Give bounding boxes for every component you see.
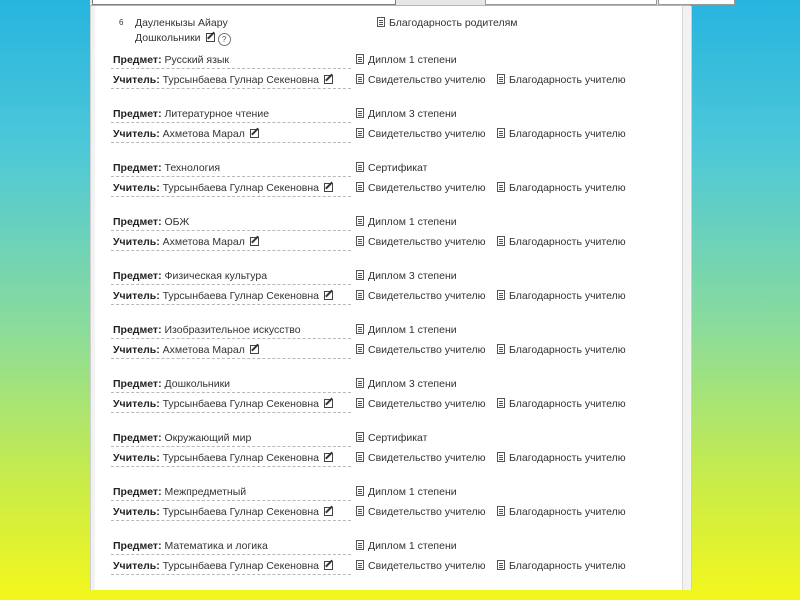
teacher-certificate-link[interactable] bbox=[356, 344, 485, 356]
teacher-name: Турсынбаева Гулнар Секеновна bbox=[162, 74, 320, 86]
teacher-thanks-label: Благодарность учителю bbox=[509, 344, 626, 356]
teacher-line bbox=[113, 344, 259, 356]
document-icon bbox=[356, 54, 364, 64]
document-icon bbox=[497, 182, 505, 192]
edit-icon[interactable] bbox=[324, 507, 333, 516]
edit-icon[interactable] bbox=[324, 561, 333, 570]
teacher-label: Учитель: bbox=[113, 290, 160, 302]
subject-name: Окружающий мир bbox=[164, 432, 252, 444]
row-divider bbox=[111, 392, 351, 393]
document-icon bbox=[356, 344, 364, 354]
document-icon bbox=[497, 506, 505, 516]
edit-icon[interactable] bbox=[324, 399, 333, 408]
teacher-name: Ахметова Марал bbox=[162, 344, 245, 356]
teacher-certificate-link[interactable] bbox=[356, 398, 485, 410]
subject-line bbox=[113, 54, 229, 66]
document-icon bbox=[356, 74, 364, 84]
toolbar-field-edge[interactable] bbox=[485, 0, 657, 5]
subject-award-link[interactable] bbox=[356, 324, 457, 336]
subject-label: Предмет: bbox=[113, 162, 162, 174]
teacher-thanks-link[interactable] bbox=[497, 506, 626, 518]
teacher-certificate-link[interactable] bbox=[356, 74, 485, 86]
document-icon bbox=[356, 236, 364, 246]
subject-label: Предмет: bbox=[113, 540, 162, 552]
row-divider bbox=[111, 176, 351, 177]
teacher-line bbox=[113, 182, 333, 194]
teacher-line bbox=[113, 452, 333, 464]
subject-label: Предмет: bbox=[113, 54, 162, 66]
document-icon bbox=[497, 290, 505, 300]
teacher-thanks-label: Благодарность учителю bbox=[509, 128, 626, 140]
subject-name: Изобразительное искусство bbox=[164, 324, 301, 336]
teacher-thanks-label: Благодарность учителю bbox=[509, 74, 626, 86]
teacher-thanks-label: Благодарность учителю bbox=[509, 290, 626, 302]
teacher-certificate-label: Свидетельство учителю bbox=[368, 290, 486, 302]
subject-award-link[interactable] bbox=[356, 378, 457, 390]
row-divider bbox=[111, 412, 351, 413]
teacher-thanks-link[interactable] bbox=[497, 560, 626, 572]
teacher-label: Учитель: bbox=[113, 344, 160, 356]
row-divider bbox=[111, 554, 351, 555]
subject-label: Предмет: bbox=[113, 378, 162, 390]
row-divider bbox=[111, 68, 351, 69]
subject-award: Сертификат bbox=[368, 162, 428, 174]
teacher-label: Учитель: bbox=[113, 128, 160, 140]
document-icon bbox=[356, 432, 364, 442]
document-icon bbox=[497, 398, 505, 408]
row-divider bbox=[111, 250, 351, 251]
teacher-certificate-link[interactable] bbox=[356, 506, 485, 518]
teacher-line bbox=[113, 236, 259, 248]
teacher-name: Турсынбаева Гулнар Секеновна bbox=[162, 506, 320, 518]
results-content bbox=[95, 6, 682, 590]
teacher-line bbox=[113, 506, 333, 518]
teacher-certificate-link[interactable] bbox=[356, 290, 485, 302]
document-icon bbox=[377, 17, 385, 27]
teacher-line bbox=[113, 560, 333, 572]
subject-award: Диплом 3 степени bbox=[368, 108, 457, 120]
teacher-name: Турсынбаева Гулнар Секеновна bbox=[162, 290, 320, 302]
toolbar-button-edge[interactable] bbox=[658, 0, 735, 5]
subject-name: Литературное чтение bbox=[164, 108, 270, 120]
document-icon bbox=[497, 74, 505, 84]
row-divider bbox=[111, 338, 351, 339]
document-icon bbox=[356, 324, 364, 334]
teacher-certificate-label: Свидетельство учителю bbox=[368, 398, 486, 410]
results-panel bbox=[90, 6, 692, 590]
subject-award-link[interactable] bbox=[356, 54, 457, 66]
document-icon bbox=[356, 290, 364, 300]
teacher-thanks-label: Благодарность учителю bbox=[509, 452, 626, 464]
subject-line bbox=[113, 540, 268, 552]
edit-icon[interactable] bbox=[250, 129, 259, 138]
subject-award: Диплом 1 степени bbox=[368, 486, 457, 498]
student-class-line bbox=[135, 32, 231, 46]
subject-award: Диплом 1 степени bbox=[368, 324, 457, 336]
teacher-certificate-label: Свидетельство учителю bbox=[368, 344, 486, 356]
subject-name: Дошкольники bbox=[164, 378, 231, 390]
teacher-certificate-link[interactable] bbox=[356, 452, 485, 464]
row-divider bbox=[111, 122, 351, 123]
subject-label: Предмет: bbox=[113, 432, 162, 444]
teacher-name: Ахметова Марал bbox=[162, 236, 245, 248]
document-icon bbox=[356, 452, 364, 462]
subject-award-link[interactable] bbox=[356, 540, 457, 552]
subject-line bbox=[113, 216, 189, 228]
teacher-certificate-label: Свидетельство учителю bbox=[368, 236, 486, 248]
subject-line bbox=[113, 108, 269, 120]
document-icon bbox=[356, 378, 364, 388]
student-name: Дауленкызы Айару bbox=[135, 17, 228, 29]
teacher-certificate-label: Свидетельство учителю bbox=[368, 506, 486, 518]
document-icon bbox=[356, 182, 364, 192]
teacher-thanks-link[interactable] bbox=[497, 398, 626, 410]
teacher-label: Учитель: bbox=[113, 560, 160, 572]
document-icon bbox=[356, 560, 364, 570]
subject-award-link[interactable] bbox=[356, 216, 457, 228]
subject-award-link[interactable] bbox=[356, 270, 457, 282]
document-icon bbox=[497, 560, 505, 570]
edit-icon[interactable] bbox=[324, 453, 333, 462]
subject-line bbox=[113, 378, 230, 390]
teacher-thanks-label: Благодарность учителю bbox=[509, 182, 626, 194]
teacher-line bbox=[113, 74, 333, 86]
teacher-label: Учитель: bbox=[113, 452, 160, 464]
subject-line bbox=[113, 432, 251, 444]
teacher-name: Турсынбаева Гулнар Секеновна bbox=[162, 560, 320, 572]
teacher-thanks-link[interactable] bbox=[497, 452, 626, 464]
edit-icon[interactable] bbox=[250, 237, 259, 246]
subject-label: Предмет: bbox=[113, 324, 162, 336]
subject-award: Диплом 1 степени bbox=[368, 54, 457, 66]
teacher-thanks-link[interactable] bbox=[497, 74, 626, 86]
teacher-name: Турсынбаева Гулнар Секеновна bbox=[162, 182, 320, 194]
teacher-certificate-label: Свидетельство учителю bbox=[368, 74, 486, 86]
row-divider bbox=[111, 574, 351, 575]
subject-name: Русский язык bbox=[164, 54, 230, 66]
help-icon[interactable]: ? bbox=[218, 33, 231, 46]
document-icon bbox=[497, 344, 505, 354]
document-icon bbox=[497, 452, 505, 462]
teacher-line bbox=[113, 398, 333, 410]
teacher-name: Турсынбаева Гулнар Секеновна bbox=[162, 398, 320, 410]
teacher-label: Учитель: bbox=[113, 182, 160, 194]
parents-award-link[interactable] bbox=[377, 17, 518, 29]
subject-name: Физическая культура bbox=[164, 270, 268, 282]
teacher-thanks-link[interactable] bbox=[497, 182, 626, 194]
document-icon bbox=[356, 128, 364, 138]
subject-line bbox=[113, 486, 246, 498]
edit-icon[interactable] bbox=[324, 183, 333, 192]
subject-award: Диплом 3 степени bbox=[368, 270, 457, 282]
subject-name: Математика и логика bbox=[164, 540, 268, 552]
teacher-certificate-label: Свидетельство учителю bbox=[368, 560, 486, 572]
teacher-certificate-link[interactable] bbox=[356, 128, 485, 140]
teacher-line bbox=[113, 290, 333, 302]
teacher-thanks-link[interactable] bbox=[497, 290, 626, 302]
subject-line bbox=[113, 270, 267, 282]
teacher-label: Учитель: bbox=[113, 236, 160, 248]
row-divider bbox=[111, 230, 351, 231]
teacher-thanks-link[interactable] bbox=[497, 128, 626, 140]
subject-award: Диплом 1 степени bbox=[368, 540, 457, 552]
teacher-label: Учитель: bbox=[113, 506, 160, 518]
teacher-certificate-link[interactable] bbox=[356, 560, 485, 572]
teacher-name: Турсынбаева Гулнар Секеновна bbox=[162, 452, 320, 464]
document-icon bbox=[356, 486, 364, 496]
teacher-certificate-label: Свидетельство учителю bbox=[368, 182, 486, 194]
address-field-edge[interactable] bbox=[92, 0, 396, 5]
document-icon bbox=[356, 398, 364, 408]
subject-label: Предмет: bbox=[113, 108, 162, 120]
document-icon bbox=[497, 128, 505, 138]
teacher-certificate-label: Свидетельство учителю bbox=[368, 452, 486, 464]
subject-label: Предмет: bbox=[113, 216, 162, 228]
row-divider bbox=[111, 446, 351, 447]
subject-label: Предмет: bbox=[113, 486, 162, 498]
row-divider bbox=[111, 520, 351, 521]
subject-award-link[interactable] bbox=[356, 162, 427, 174]
document-icon bbox=[497, 236, 505, 246]
teacher-thanks-label: Благодарность учителю bbox=[509, 398, 626, 410]
row-divider bbox=[111, 500, 351, 501]
edit-icon[interactable] bbox=[206, 33, 215, 42]
teacher-name: Ахметова Марал bbox=[162, 128, 245, 140]
student-class: Дошкольники bbox=[135, 32, 201, 44]
subject-line bbox=[113, 324, 301, 336]
document-icon bbox=[356, 108, 364, 118]
teacher-thanks-link[interactable] bbox=[497, 344, 626, 356]
subject-line bbox=[113, 162, 220, 174]
subject-award: Диплом 1 степени bbox=[368, 216, 457, 228]
row-divider bbox=[111, 304, 351, 305]
teacher-certificate-link[interactable] bbox=[356, 236, 485, 248]
subject-name: ОБЖ bbox=[164, 216, 190, 228]
subject-name: Технология bbox=[164, 162, 221, 174]
teacher-thanks-link[interactable] bbox=[497, 236, 626, 248]
teacher-label: Учитель: bbox=[113, 398, 160, 410]
row-divider bbox=[111, 358, 351, 359]
subject-award-link[interactable] bbox=[356, 432, 427, 444]
edit-icon[interactable] bbox=[324, 75, 333, 84]
teacher-line bbox=[113, 128, 259, 140]
row-divider bbox=[111, 142, 351, 143]
teacher-thanks-label: Благодарность учителю bbox=[509, 506, 626, 518]
teacher-certificate-label: Свидетельство учителю bbox=[368, 128, 486, 140]
panel-divider bbox=[682, 6, 683, 590]
subject-name: Межпредметный bbox=[164, 486, 247, 498]
subject-award-link[interactable] bbox=[356, 486, 457, 498]
document-icon bbox=[356, 270, 364, 280]
document-icon bbox=[356, 216, 364, 226]
subject-label: Предмет: bbox=[113, 270, 162, 282]
subject-award-link[interactable] bbox=[356, 108, 457, 120]
teacher-thanks-label: Благодарность учителю bbox=[509, 236, 626, 248]
document-icon bbox=[356, 540, 364, 550]
student-number: 6 bbox=[119, 18, 124, 27]
subject-award: Сертификат bbox=[368, 432, 428, 444]
parents-award-label: Благодарность родителям bbox=[389, 17, 518, 29]
document-icon bbox=[356, 162, 364, 172]
subject-award: Диплом 3 степени bbox=[368, 378, 457, 390]
teacher-thanks-label: Благодарность учителю bbox=[509, 560, 626, 572]
teacher-label: Учитель: bbox=[113, 74, 160, 86]
document-icon bbox=[356, 506, 364, 516]
row-divider bbox=[111, 466, 351, 467]
row-divider bbox=[111, 88, 351, 89]
edit-icon[interactable] bbox=[250, 345, 259, 354]
row-divider bbox=[111, 196, 351, 197]
row-divider bbox=[111, 284, 351, 285]
edit-icon[interactable] bbox=[324, 291, 333, 300]
teacher-certificate-link[interactable] bbox=[356, 182, 485, 194]
